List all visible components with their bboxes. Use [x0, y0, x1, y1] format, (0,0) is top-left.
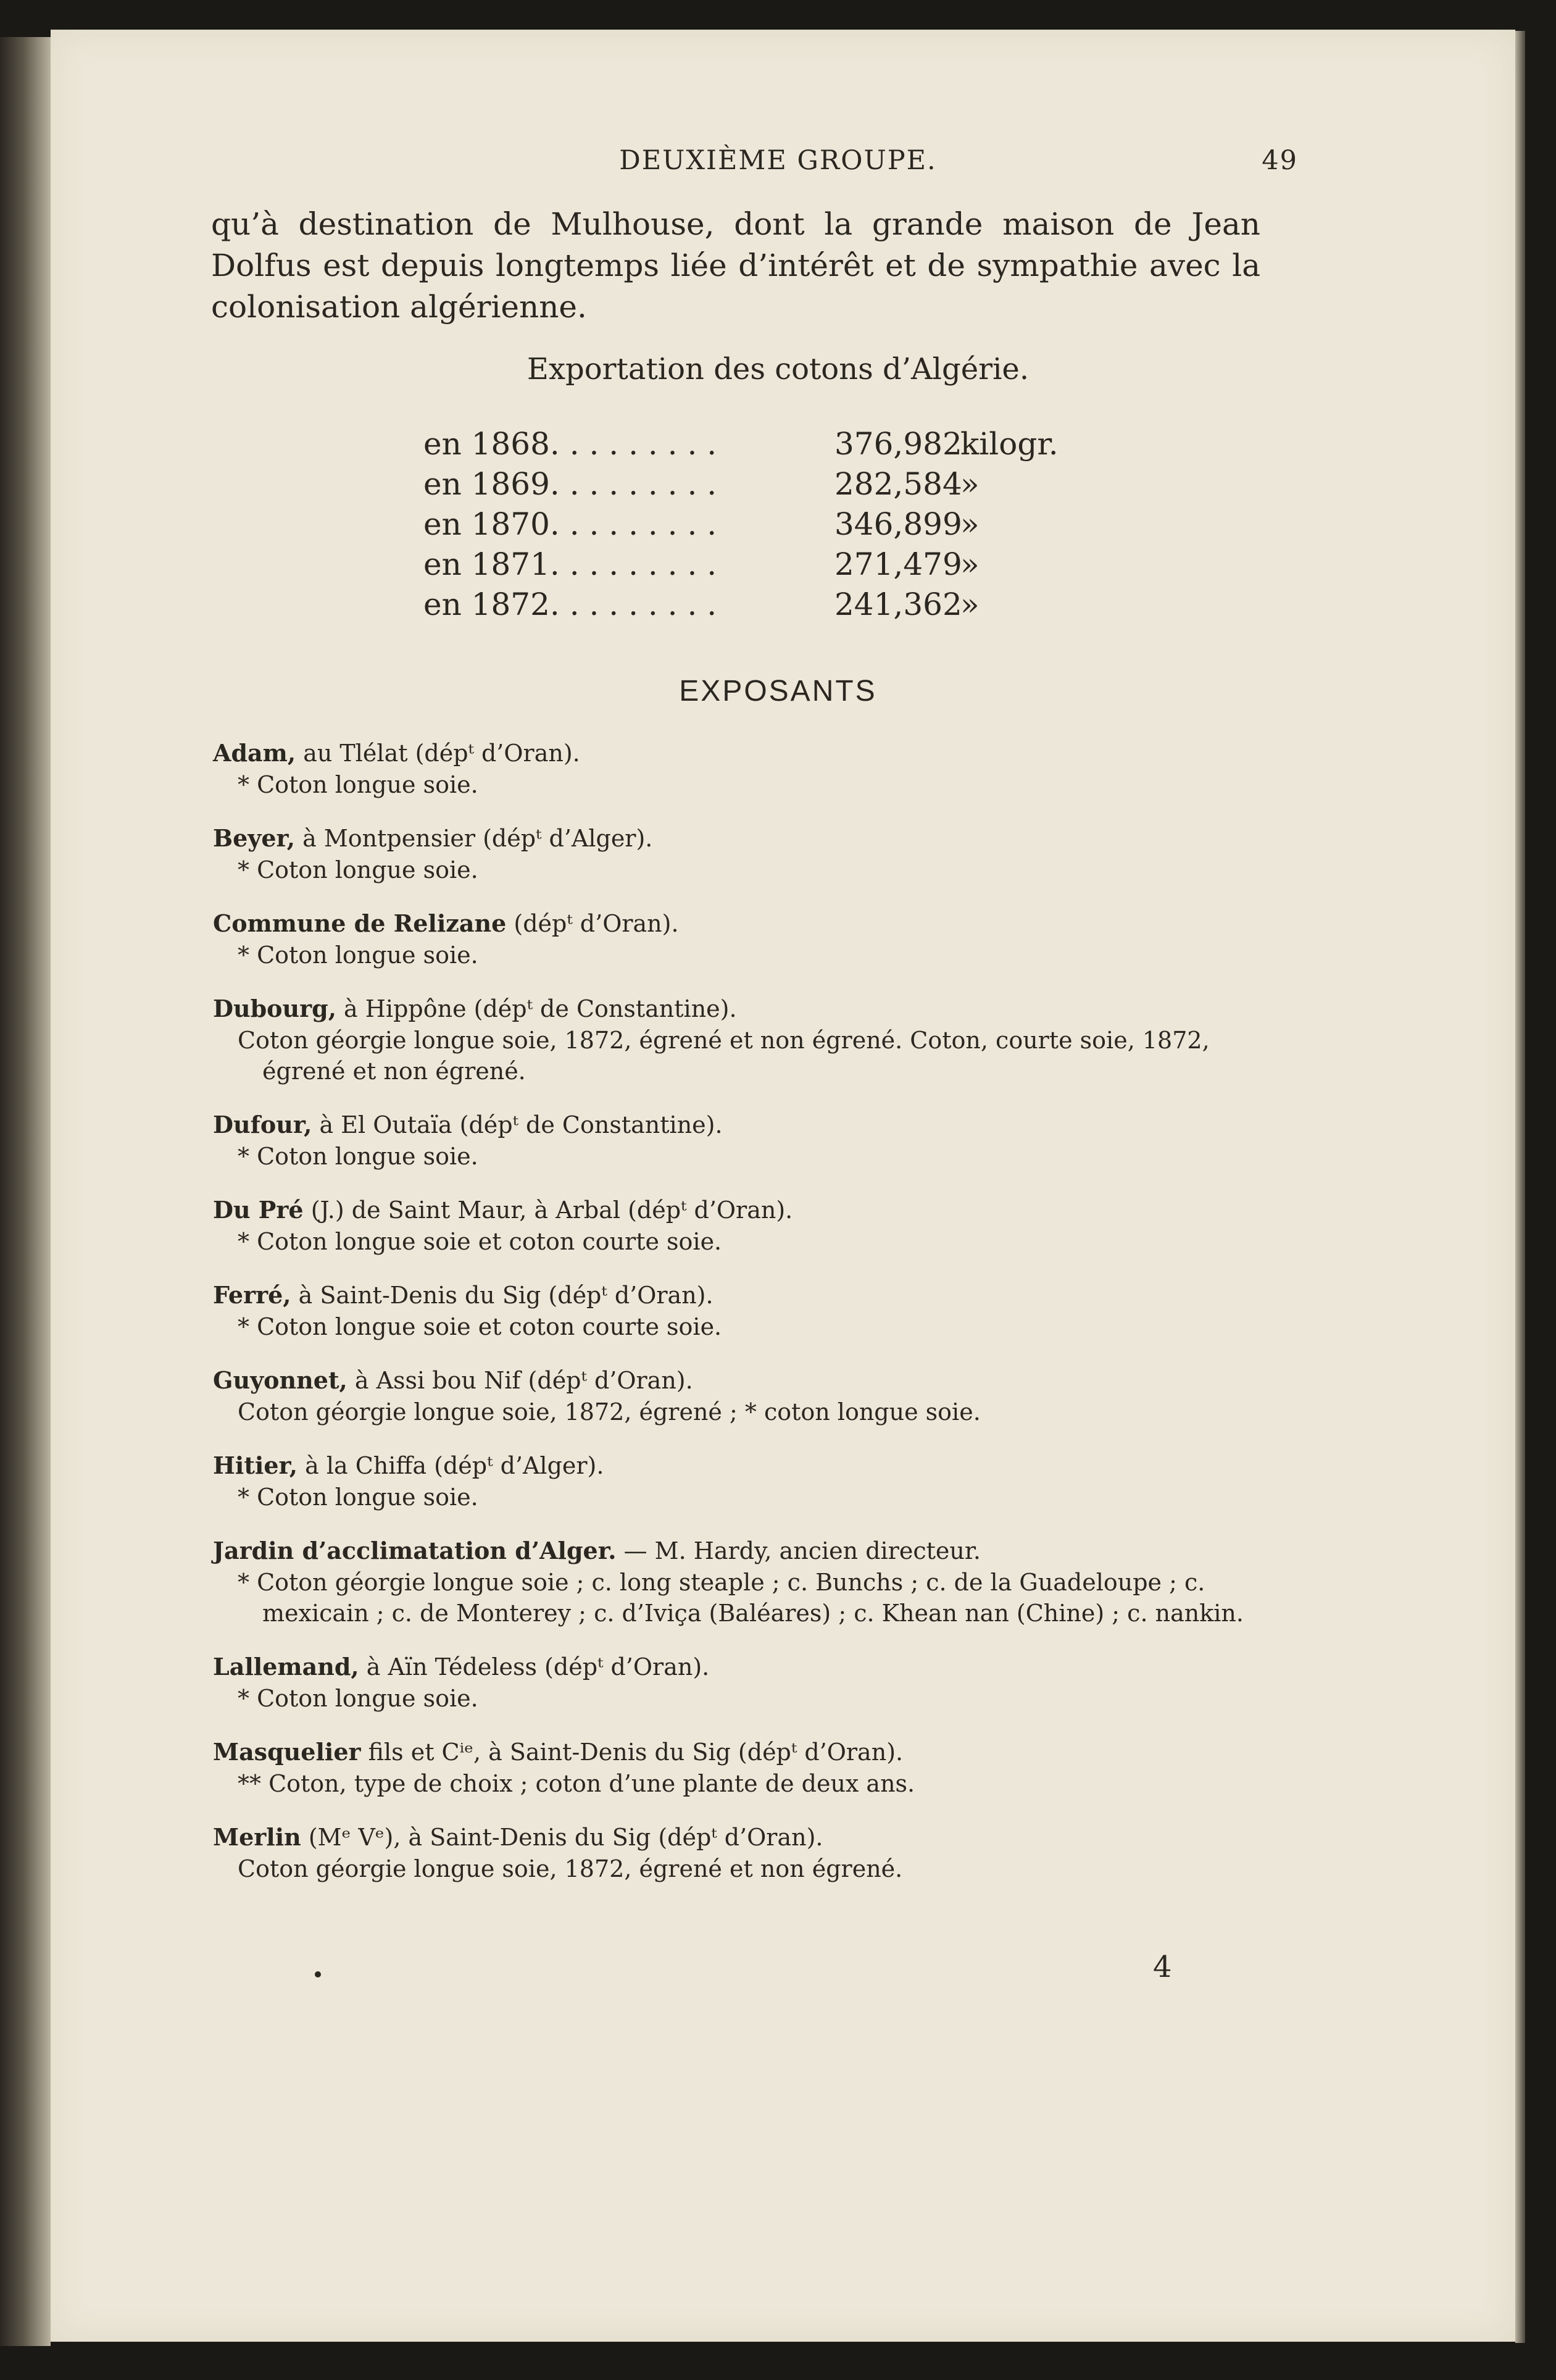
- exposant-name: Guyonnet,: [213, 1366, 347, 1394]
- exposant-entry: [213, 1821, 1262, 1884]
- export-row: [423, 506, 1115, 546]
- exposant-entry: [213, 1535, 1262, 1629]
- page-number: 49: [1262, 145, 1298, 176]
- running-title: DEUXIÈME GROUPE.: [619, 145, 937, 176]
- exposant-location: (Mᵉ Vᵉ), à Saint-Denis du Sig (dépᵗ d’Oran).: [308, 1824, 823, 1851]
- exposant-item: Coton géorgie longue soie, 1872, égrené et non égrené.: [238, 1855, 903, 1882]
- exposant-entry: [213, 1364, 1262, 1427]
- exposant-location: à la Chiffa (dépᵗ d’Alger).: [305, 1452, 604, 1479]
- exposant-item: * Coton longue soie.: [238, 1685, 478, 1712]
- export-row: [423, 546, 1115, 587]
- export-unit: kilogr.: [960, 426, 1059, 462]
- export-unit: »: [960, 506, 980, 542]
- exposant-item: * Coton longue soie et coton courte soie.: [238, 1228, 722, 1255]
- exposant-name: Lallemand,: [213, 1653, 359, 1681]
- exposant-name: Adam,: [213, 739, 296, 767]
- exposant-location: à Montpensier (dépᵗ d’Alger).: [302, 825, 653, 852]
- exposant-item: mexicain ; c. de Monterey ; c. d’Iviça (Baléares) ; c. Khean nan (Chine) ; c. nankin.: [262, 1600, 1244, 1627]
- export-table-title: Exportation des cotons d’Algérie.: [526, 352, 1030, 386]
- exposant-item: * Coton longue soie.: [238, 771, 478, 798]
- exposant-entry: [213, 993, 1262, 1087]
- export-row: [423, 426, 1115, 466]
- exposant-name: Ferré,: [213, 1281, 291, 1309]
- exposant-item: * Coton longue soie.: [238, 1143, 478, 1170]
- export-year: en 1870. . . . . . . . .: [423, 506, 717, 542]
- export-value: 346,899: [834, 506, 962, 542]
- bullet-mark: [315, 1971, 321, 1977]
- section-title: EXPOSANTS: [679, 675, 877, 708]
- exposant-entry: [213, 1736, 1262, 1799]
- exposant-name: Jardin d’acclimatation d’Alger.: [213, 1537, 617, 1564]
- exposant-name: Dubourg,: [213, 995, 336, 1022]
- exposant-location: fils et Cⁱᵉ, à Saint-Denis du Sig (dépᵗ d’Oran).: [368, 1739, 904, 1766]
- export-year: en 1871. . . . . . . . .: [423, 546, 717, 582]
- exposant-entry: [213, 1450, 1262, 1513]
- export-table: [423, 426, 1115, 627]
- exposant-location: (dépᵗ d’Oran).: [514, 910, 679, 937]
- export-year: en 1868. . . . . . . . .: [423, 426, 717, 462]
- exposant-name: Beyer,: [213, 824, 296, 852]
- export-row: [423, 466, 1115, 506]
- exposant-location: à Assi bou Nif (dépᵗ d’Oran).: [354, 1367, 693, 1394]
- exposant-location: au Tlélat (dépᵗ d’Oran).: [303, 740, 580, 767]
- exposant-entry: [213, 1651, 1262, 1714]
- export-value: 271,479: [834, 546, 962, 582]
- export-row: [423, 587, 1115, 627]
- intro-paragraph: qu’à destination de Mulhouse, dont la grande maison de Jean Dolfus est depuis longtemps liée d’intérêt et de sympathie avec la colonisation algérienne.: [211, 206, 1260, 325]
- exposant-location: à Saint-Denis du Sig (dépᵗ d’Oran).: [298, 1282, 714, 1309]
- export-unit: »: [960, 546, 980, 582]
- exposant-entry: [213, 737, 1262, 800]
- exposant-name: Commune de Relizane: [213, 909, 507, 937]
- exposant-item: ** Coton, type de choix ; coton d’une plante de deux ans.: [238, 1770, 915, 1797]
- exposant-name: Du Pré: [213, 1196, 304, 1224]
- exposant-item: égrené et non égrené.: [262, 1058, 526, 1085]
- exposant-entry: [213, 1279, 1262, 1342]
- exposant-entry: [213, 1109, 1262, 1172]
- exposant-entry: [213, 1194, 1262, 1257]
- exposant-location: (J.) de Saint Maur, à Arbal (dépᵗ d’Oran).: [310, 1196, 793, 1224]
- export-year: en 1869. . . . . . . . .: [423, 466, 717, 502]
- exposants-list: [213, 737, 1262, 1906]
- exposant-entry: [213, 822, 1262, 885]
- exposant-item: * Coton longue soie.: [238, 1484, 478, 1511]
- exposant-item: Coton géorgie longue soie, 1872, égrené et non égrené. Coton, courte soie, 1872,: [238, 1027, 1210, 1054]
- export-value: 282,584: [834, 466, 962, 502]
- exposant-name: Masquelier: [213, 1738, 361, 1766]
- exposant-location: à El Outaïa (dépᵗ de Constantine).: [319, 1111, 723, 1138]
- exposant-location: à Hippône (dépᵗ de Constantine).: [344, 995, 737, 1022]
- exposant-name: Merlin: [213, 1823, 301, 1851]
- export-year: en 1872. . . . . . . . .: [423, 587, 717, 622]
- exposant-name: Hitier,: [213, 1451, 297, 1479]
- exposant-item: * Coton longue soie et coton courte soie.: [238, 1313, 722, 1340]
- exposant-item: * Coton longue soie.: [238, 856, 478, 883]
- exposant-name: Dufour,: [213, 1111, 312, 1138]
- exposant-item: * Coton géorgie longue soie ; c. long steaple ; c. Bunchs ; c. de la Guadeloupe ; c.: [238, 1569, 1205, 1596]
- exposant-item: * Coton longue soie.: [238, 942, 478, 969]
- exposant-entry: [213, 908, 1262, 971]
- exposant-item: Coton géorgie longue soie, 1872, égrené ; * coton longue soie.: [238, 1398, 981, 1426]
- export-unit: »: [960, 466, 980, 502]
- export-unit: »: [960, 587, 980, 622]
- export-value: 376,982: [834, 426, 962, 462]
- export-value: 241,362: [834, 587, 962, 622]
- exposant-location: à Aïn Tédeless (dépᵗ d’Oran).: [366, 1653, 710, 1681]
- exposant-location: — M. Hardy, ancien directeur.: [623, 1537, 981, 1564]
- signature-mark: 4: [1153, 1950, 1172, 1984]
